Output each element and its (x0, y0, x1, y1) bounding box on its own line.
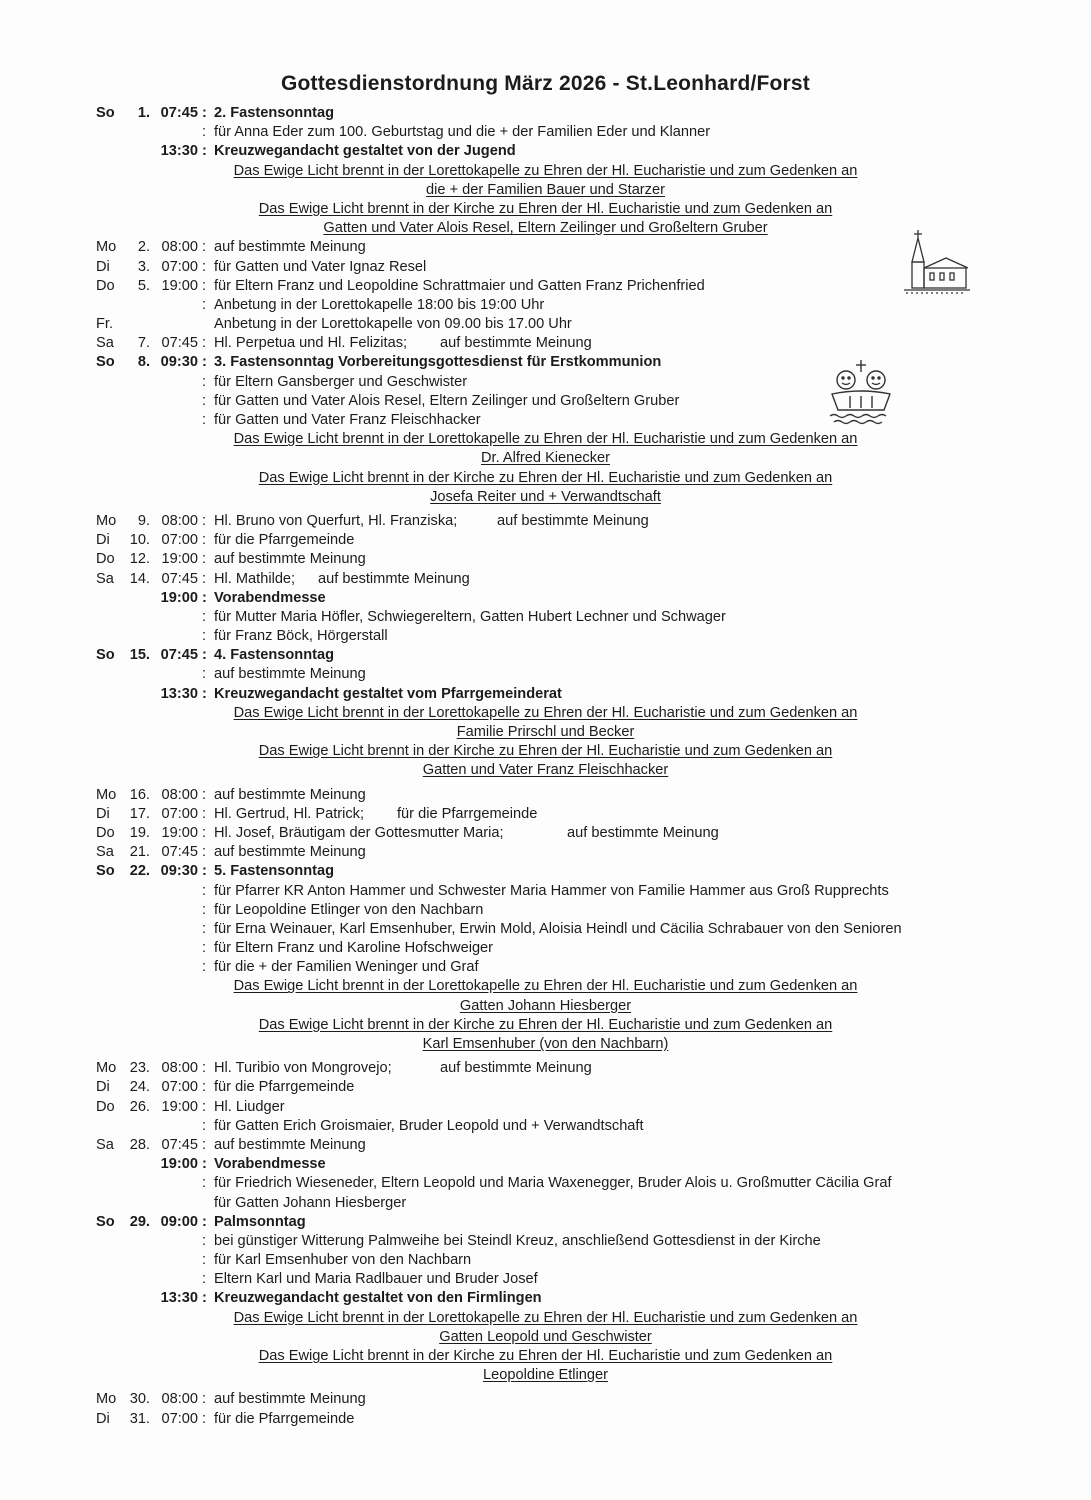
schedule-row (0, 531, 1091, 550)
eternal-light-note (0, 1016, 1091, 1035)
separator: : (202, 570, 207, 587)
separator: : (202, 882, 207, 899)
weekday: Do (96, 824, 115, 841)
intention-text: 2. Fastensonntag (214, 105, 335, 121)
weekday: Di (96, 805, 110, 822)
schedule-row (0, 1213, 1091, 1232)
intention-text: 5. Fastensonntag (214, 863, 335, 880)
separator: : (202, 901, 207, 918)
intention-text: für Erna Weinauer, Karl Emsenhuber, Erwin Mold, Aloisia Heindl und Cäcilia Schrabauer von den Senioren (214, 920, 902, 937)
separator: : (202, 143, 207, 160)
service-time: 19:00 (161, 824, 198, 841)
intention-text: Hl. Liudger (214, 1098, 285, 1115)
separator: : (202, 277, 207, 294)
separator: : (202, 335, 207, 352)
schedule-row (0, 1098, 1091, 1117)
intention-text: für Anna Eder zum 100. Geburtstag und die + der Familien Eder und Klanner (214, 124, 711, 141)
service-time: 08:00 (161, 786, 198, 803)
schedule-row (0, 1410, 1091, 1429)
service-time: 07:00 (161, 532, 198, 549)
intention-text: für Friedrich Wieseneder, Eltern Leopold und Maria Waxenegger, Bruder Alois u. Großmutter Cäcilia Graf (214, 1175, 892, 1192)
separator: : (202, 532, 207, 549)
eternal-light-note (0, 1328, 1091, 1347)
separator: : (202, 920, 207, 937)
separator: : (202, 940, 207, 957)
intention-text: für die Pfarrgemeinde (214, 1079, 355, 1096)
schedule-row (0, 550, 1091, 569)
weekday: Di (96, 1410, 110, 1427)
intention-text: auf bestimmte Meinung (214, 666, 366, 683)
note-text: Das Ewige Licht brennt in der Lorettokapelle zu Ehren der Hl. Eucharistie und zum Gedenken an (233, 431, 858, 448)
note-text: Das Ewige Licht brennt in der Kirche zu Ehren der Hl. Eucharistie und zum Gedenken an (258, 743, 833, 760)
schedule-row (0, 1059, 1091, 1078)
eternal-light-note (0, 1309, 1091, 1328)
service-time: 07:00 (161, 805, 198, 822)
separator: : (202, 608, 207, 625)
day-of-month: 17. (129, 805, 150, 822)
schedule-row (0, 665, 1091, 684)
separator: : (202, 863, 207, 880)
service-time: 13:30 (160, 1290, 198, 1307)
eternal-light-note (0, 449, 1091, 468)
note-text: Gatten und Vater Alois Resel, Eltern Zeilinger und Großeltern Gruber (323, 220, 768, 237)
separator: : (202, 105, 207, 121)
separator: : (202, 589, 207, 606)
eternal-light-note (0, 469, 1091, 488)
separator: : (202, 1117, 207, 1134)
service-time: 07:45 (161, 335, 198, 352)
note-text: Gatten und Vater Franz Fleischhacker (422, 762, 669, 779)
intention-text: Hl. Mathilde; (214, 570, 296, 587)
service-time: 07:45 (160, 647, 198, 664)
service-time: 19:00 (161, 551, 198, 568)
schedule-row (0, 882, 1091, 901)
schedule-row (0, 392, 1091, 411)
separator: : (202, 512, 207, 529)
intention-text: für die Pfarrgemeinde (214, 1410, 355, 1427)
weekday: So (96, 647, 115, 664)
intention-text-secondary: auf bestimmte Meinung (440, 335, 592, 352)
separator: : (202, 824, 207, 841)
weekday: So (96, 105, 115, 121)
schedule-row (0, 1174, 1091, 1193)
intention-text: für Pfarrer KR Anton Hammer und Schwester Maria Hammer von Familie Hammer aus Groß Rupprechts (214, 882, 889, 899)
separator: : (202, 1175, 207, 1192)
intention-text: Anbetung in der Lorettokapelle 18:00 bis 19:00 Uhr (214, 296, 545, 313)
day-of-month: 9. (137, 512, 150, 529)
schedule-row (0, 1251, 1091, 1270)
intention-text: Hl. Bruno von Querfurt, Hl. Franziska; (214, 512, 458, 529)
note-text: Josefa Reiter und + Verwandtschaft (430, 488, 661, 505)
intention-text-secondary: auf bestimmte Meinung (318, 570, 470, 587)
note-text: Das Ewige Licht brennt in der Lorettokapelle zu Ehren der Hl. Eucharistie und zum Gedenken an (233, 978, 858, 995)
note-text: Das Ewige Licht brennt in der Lorettokapelle zu Ehren der Hl. Eucharistie und zum Gedenken an (233, 1309, 858, 1326)
weekday: Do (96, 551, 115, 568)
schedule-row (0, 1155, 1091, 1174)
first-communion-children-icon (826, 358, 896, 426)
weekday: So (96, 354, 115, 371)
eternal-light-note (0, 977, 1091, 996)
day-of-month: 28. (129, 1136, 150, 1153)
day-of-month: 14. (129, 570, 150, 587)
intention-text-secondary: für die Pfarrgemeinde (397, 805, 538, 822)
day-of-month: 24. (129, 1079, 150, 1096)
schedule-row (0, 353, 1091, 372)
intention-text: Vorabendmesse (214, 589, 326, 606)
schedule-row (0, 824, 1091, 843)
schedule-row (0, 411, 1091, 430)
schedule-row (0, 862, 1091, 881)
separator: : (202, 258, 207, 275)
separator: : (202, 1290, 207, 1307)
weekday: Mo (96, 1391, 117, 1408)
note-text: Karl Emsenhuber (von den Nachbarn) (422, 1036, 669, 1052)
service-time: 19:00 (160, 589, 198, 606)
schedule-row (0, 1117, 1091, 1136)
intention-text: Palmsonntag (214, 1213, 306, 1230)
day-of-month: 26. (129, 1098, 150, 1115)
weekday: Do (96, 277, 115, 294)
service-time: 19:00 (161, 1098, 198, 1115)
intention-text: auf bestimmte Meinung (214, 239, 366, 256)
separator: : (202, 666, 207, 683)
separator: : (202, 1213, 207, 1230)
weekday: Mo (96, 239, 117, 256)
day-of-month: 16. (129, 786, 150, 803)
intention-text: Kreuzwegandacht gestaltet von den Firmlingen (214, 1290, 542, 1307)
service-time: 13:30 (160, 685, 198, 702)
weekday: Mo (96, 786, 117, 803)
intention-text: 3. Fastensonntag Vorbereitungsgottesdienst für Erstkommunion (214, 354, 662, 371)
weekday: Fr. (96, 316, 114, 333)
eternal-light-note (0, 723, 1091, 742)
day-of-month: 15. (129, 647, 150, 664)
schedule-row (0, 334, 1091, 353)
service-time: 07:00 (161, 258, 198, 275)
intention-text: auf bestimmte Meinung (214, 1391, 366, 1408)
schedule-list (0, 104, 1091, 1429)
note-text: Gatten Johann Hiesberger (459, 997, 632, 1014)
schedule-row (0, 315, 1091, 334)
schedule-row (0, 958, 1091, 977)
day-of-month: 29. (129, 1213, 150, 1230)
note-text: Das Ewige Licht brennt in der Kirche zu Ehren der Hl. Eucharistie und zum Gedenken an (258, 1348, 833, 1364)
eternal-light-note (0, 997, 1091, 1016)
eternal-light-note (0, 200, 1091, 219)
intention-text: für Leopoldine Etlinger von den Nachbarn (214, 901, 484, 918)
weekday: So (96, 1213, 115, 1230)
eternal-light-note (0, 1366, 1091, 1385)
intention-text: für die Pfarrgemeinde (214, 532, 355, 549)
intention-text: Hl. Gertrud, Hl. Patrick; (214, 805, 365, 822)
note-text: Gatten Leopold und Geschwister (439, 1328, 652, 1345)
service-time: 07:00 (161, 1410, 198, 1427)
day-of-month: 21. (129, 844, 150, 861)
eternal-light-note (0, 1347, 1091, 1366)
intention-text: Kreuzwegandacht gestaltet vom Pfarrgemeinderat (214, 685, 562, 702)
intention-text: für Gatten und Vater Ignaz Resel (214, 258, 427, 275)
schedule-row (0, 373, 1091, 392)
separator: : (202, 959, 207, 976)
separator: : (202, 1060, 207, 1077)
day-of-month: 3. (137, 258, 150, 275)
weekday: Sa (96, 1136, 114, 1153)
church-icon (900, 228, 972, 296)
schedule-row (0, 104, 1091, 123)
schedule-row (0, 608, 1091, 627)
separator: : (202, 1232, 207, 1249)
day-of-month: 5. (137, 277, 150, 294)
schedule-row (0, 843, 1091, 862)
schedule-row (0, 570, 1091, 589)
separator: : (202, 1098, 207, 1115)
weekday: Mo (96, 1060, 117, 1077)
separator: : (202, 805, 207, 822)
note-text: Leopoldine Etlinger (483, 1367, 608, 1384)
intention-text: für Gatten und Vater Franz Fleischhacker (214, 412, 481, 428)
schedule-row (0, 1289, 1091, 1308)
intention-text: bei günstiger Witterung Palmweihe bei Steindl Kreuz, anschließend Gottesdienst in der Kirche (214, 1232, 821, 1249)
intention-text: für die + der Familien Weninger und Graf (214, 959, 479, 976)
separator: : (202, 786, 207, 803)
eternal-light-note (0, 1035, 1091, 1054)
day-of-month: 22. (129, 863, 150, 880)
separator: : (202, 1252, 207, 1269)
day-of-month: 31. (129, 1410, 150, 1427)
weekday: Sa (96, 335, 114, 352)
service-time: 08:00 (161, 1060, 198, 1077)
eternal-light-note (0, 761, 1091, 780)
schedule-row (0, 685, 1091, 704)
weekday: So (96, 863, 115, 880)
note-text: Das Ewige Licht brennt in der Kirche zu Ehren der Hl. Eucharistie und zum Gedenken an (258, 200, 833, 217)
schedule-row (0, 1194, 1091, 1213)
separator: : (202, 1410, 207, 1427)
note-text: Das Ewige Licht brennt in der Kirche zu Ehren der Hl. Eucharistie und zum Gedenken an (258, 469, 833, 486)
weekday: Di (96, 1079, 110, 1096)
weekday: Sa (96, 844, 114, 861)
separator: : (202, 1136, 207, 1153)
intention-text: für Eltern Franz und Karoline Hofschweiger (214, 940, 494, 957)
weekday: Di (96, 258, 110, 275)
intention-text: auf bestimmte Meinung (214, 1136, 366, 1153)
intention-text: Hl. Josef, Bräutigam der Gottesmutter Maria; (214, 824, 504, 841)
day-of-month: 23. (129, 1060, 150, 1077)
schedule-row (0, 1078, 1091, 1097)
weekday: Di (96, 532, 110, 549)
eternal-light-note (0, 704, 1091, 723)
separator: : (202, 1156, 207, 1173)
service-time: 07:45 (160, 105, 198, 121)
separator: : (202, 373, 207, 390)
eternal-light-note (0, 488, 1091, 507)
note-text: Das Ewige Licht brennt in der Lorettokapelle zu Ehren der Hl. Eucharistie und zum Gedenken an (233, 162, 858, 179)
eternal-light-note (0, 742, 1091, 761)
schedule-row (0, 589, 1091, 608)
day-of-month: 7. (137, 335, 150, 352)
note-text: Dr. Alfred Kienecker (481, 450, 610, 467)
day-of-month: 12. (129, 551, 150, 568)
intention-text: für Gatten und Vater Alois Resel, Eltern Zeilinger und Großeltern Gruber (214, 392, 680, 409)
schedule-row (0, 627, 1091, 646)
separator: : (202, 392, 207, 409)
schedule-row (0, 939, 1091, 958)
service-time: 09:00 (160, 1213, 198, 1230)
intention-text: für Mutter Maria Höfler, Schwiegereltern, Gatten Hubert Lechner und Schwager (214, 608, 726, 625)
note-text: Familie Prirschl und Becker (456, 724, 635, 740)
note-text: Das Ewige Licht brennt in der Lorettokapelle zu Ehren der Hl. Eucharistie und zum Gedenken an (233, 704, 858, 721)
day-of-month: 19. (129, 824, 150, 841)
day-of-month: 8. (137, 354, 150, 371)
schedule-row (0, 142, 1091, 161)
note-text: die + der Familien Bauer und Starzer (426, 181, 665, 198)
separator: : (202, 1079, 207, 1096)
intention-text: Kreuzwegandacht gestaltet von der Jugend (214, 143, 516, 160)
intention-text: Eltern Karl und Maria Radlbauer und Bruder Josef (214, 1271, 538, 1288)
service-time: 07:45 (161, 844, 198, 861)
weekday: Sa (96, 570, 114, 587)
schedule-row (0, 1270, 1091, 1289)
separator: : (202, 296, 207, 313)
service-time: 07:00 (161, 1079, 198, 1096)
intention-text: 4. Fastensonntag (214, 647, 335, 664)
intention-text: auf bestimmte Meinung (214, 844, 366, 861)
intention-text: Hl. Turibio von Mongrovejo; (214, 1060, 392, 1077)
service-time: 09:30 (160, 354, 198, 371)
intention-text: für Gatten Johann Hiesberger (214, 1194, 407, 1211)
schedule-row (0, 512, 1091, 531)
schedule-row (0, 1390, 1091, 1409)
separator: : (202, 1391, 207, 1408)
separator: : (202, 412, 207, 428)
schedule-row (0, 1232, 1091, 1251)
separator: : (202, 239, 207, 256)
intention-text: Hl. Perpetua und Hl. Felizitas; (214, 335, 408, 352)
day-of-month: 30. (129, 1391, 150, 1408)
separator: : (202, 628, 207, 645)
separator: : (202, 551, 207, 568)
day-of-month: 1. (137, 105, 150, 121)
intention-text: Anbetung in der Lorettokapelle von 09.00 bis 17.00 Uhr (214, 316, 572, 333)
separator: : (202, 354, 207, 371)
intention-text: auf bestimmte Meinung (214, 551, 366, 568)
note-text: Das Ewige Licht brennt in der Kirche zu Ehren der Hl. Eucharistie und zum Gedenken an (258, 1016, 833, 1033)
schedule-row (0, 805, 1091, 824)
schedule-row (0, 901, 1091, 920)
service-time: 07:45 (161, 1136, 198, 1153)
service-time: 19:00 (160, 1156, 198, 1173)
schedule-row (0, 920, 1091, 939)
separator: : (202, 1271, 207, 1288)
eternal-light-note (0, 430, 1091, 449)
schedule-row (0, 646, 1091, 665)
weekday: Mo (96, 512, 117, 529)
eternal-light-note (0, 162, 1091, 181)
separator: : (202, 844, 207, 861)
intention-text: für Franz Böck, Hörgerstall (214, 628, 388, 645)
schedule-row (0, 786, 1091, 805)
intention-text-secondary: auf bestimmte Meinung (567, 824, 719, 841)
intention-text-secondary: auf bestimmte Meinung (440, 1060, 592, 1077)
service-time: 19:00 (161, 277, 198, 294)
intention-text: Vorabendmesse (214, 1156, 326, 1173)
intention-text: auf bestimmte Meinung (214, 786, 366, 803)
service-time: 09:30 (160, 863, 198, 880)
intention-text: für Eltern Franz und Leopoldine Schrattmaier und Gatten Franz Prichenfried (214, 277, 705, 294)
service-time: 08:00 (161, 239, 198, 256)
separator: : (202, 685, 207, 702)
weekday: Do (96, 1098, 115, 1115)
intention-text: für Gatten Erich Groismaier, Bruder Leopold und + Verwandtschaft (214, 1117, 644, 1134)
schedule-row (0, 296, 1091, 315)
service-time: 08:00 (161, 1391, 198, 1408)
separator: : (202, 124, 207, 141)
schedule-row (0, 1136, 1091, 1155)
separator: : (202, 647, 207, 664)
schedule-row (0, 123, 1091, 142)
page-title: Gottesdienstordnung März 2026 - St.Leonhard/Forst (280, 72, 811, 95)
intention-text-secondary: auf bestimmte Meinung (497, 512, 649, 529)
day-of-month: 2. (137, 239, 150, 256)
intention-text: für Eltern Gansberger und Geschwister (214, 373, 468, 390)
service-time: 08:00 (161, 512, 198, 529)
service-time: 13:30 (160, 143, 198, 160)
service-time: 07:45 (161, 570, 198, 587)
eternal-light-note (0, 181, 1091, 200)
day-of-month: 10. (129, 532, 150, 549)
intention-text: für Karl Emsenhuber von den Nachbarn (214, 1252, 472, 1269)
